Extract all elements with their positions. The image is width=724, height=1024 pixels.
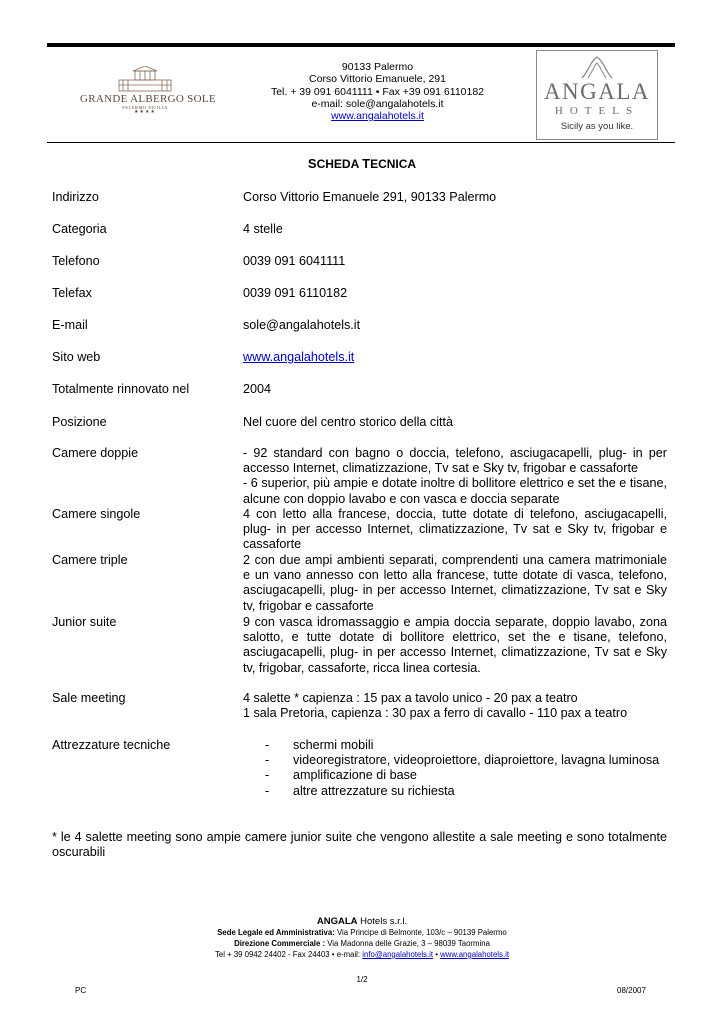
label-camere-singole: Camere singole	[52, 507, 141, 521]
address-city: 90133 Palermo	[341, 61, 414, 73]
label-junior-suite: Junior suite	[52, 615, 117, 629]
sale-meeting-pretoria: 1 sala Pretoria, capienza : 30 pax a ferro di cavallo - 110 pax a teatro	[243, 706, 628, 721]
value-email: sole@angalahotels.it	[243, 318, 361, 332]
footer-direzione: Direzione Commerciale : Via Madonna delle Grazie, 3 – 98039 Taormina	[234, 939, 490, 948]
company-footer	[150, 916, 574, 960]
camere-doppie-standard: - 92 standard con bagno o doccia, telefono, asciugacapelli, plug- in per accesso Internet, climatizzazione, Tv sat e Sky tv, frigobar e cassaforte	[243, 446, 667, 476]
value-camere-singole: 4 con letto alla francese, doccia, tutte dotate di telefono, asciugacapelli, plug- in per accesso Internet, climatizzazione, Tv sat e Sky tv, frigobar e cassaforte	[243, 507, 667, 552]
website-link[interactable]: www.angalahotels.it	[243, 350, 355, 364]
footer-date: 08/2007	[617, 986, 646, 995]
logo-stars: ★★★★	[134, 109, 156, 115]
label-camere-triple: Camere triple	[52, 553, 128, 567]
page-title: SCHEDA TECNICA	[307, 156, 417, 171]
list-item: - schermi mobili	[265, 738, 374, 752]
label-email: E-mail	[52, 318, 88, 332]
list-item: - amplificazione di base	[265, 768, 417, 783]
header-rule	[47, 142, 675, 143]
angala-mark-icon	[580, 56, 614, 80]
footer-sede: Sede Legale ed Amministrativa: Via Principe di Belmonte, 103/c – 90139 Palermo	[217, 928, 507, 937]
grande-albergo-sole-logo	[80, 66, 216, 115]
address-street: Corso Vittorio Emanuele, 291	[309, 73, 446, 86]
angala-tagline: Sicily as you like.	[560, 121, 634, 132]
label-telefono: Telefono	[52, 254, 100, 268]
list-item: - altre attrezzature su richiesta	[265, 783, 455, 798]
address-email: e-mail: sole@angalahotels.it	[311, 97, 444, 110]
label-camere-doppie: Camere doppie	[52, 446, 139, 460]
label-telefax: Telefax	[52, 286, 92, 300]
value-junior-suite: 9 con vasca idromassaggio e ampia doccia separate, doppio lavabo, zona salotto, e tutte dotate di bollitore elettrico, set the e tisane, telefono, asciugacapelli, plug- in per accesso Internet, climatizzazione, Tv sat e Sky tv, frigobar, cassaforte, ricca linea cortesia.	[243, 615, 667, 675]
footer-email-link[interactable]: info@angalahotels.it	[362, 950, 434, 959]
label-categoria: Categoria	[52, 222, 107, 236]
address-phone-fax: Tel. + 39 091 6041111 • Fax +39 091 6110182	[270, 85, 485, 98]
value-sale-meeting	[243, 691, 667, 721]
label-rinnovato: Totalmente rinnovato nel	[52, 382, 190, 396]
angala-hotels-logo	[536, 50, 658, 140]
value-posizione: Nel cuore del centro storico della città	[243, 415, 453, 429]
value-rinnovato: 2004	[243, 382, 272, 396]
value-telefono: 0039 091 6041111	[243, 254, 346, 268]
value-camere-triple: 2 con due ampi ambienti separati, comprendenti una camera matrimoniale e un vano annesso con letto alla francese, tutte dotate di vasca, telefono, asciugacapelli, plug- in per accesso Internet, climatizzazione, Tv sat e Sky tv, frigobar e cassaforte	[243, 553, 667, 613]
hotel-building-icon	[117, 66, 173, 92]
top-rule	[47, 43, 675, 47]
label-sale-meeting: Sale meeting	[52, 691, 126, 705]
page-number: 1/2	[356, 975, 368, 984]
header-website-link[interactable]: www.angalahotels.it	[331, 110, 424, 123]
label-posizione: Posizione	[52, 415, 107, 429]
value-camere-doppie	[243, 446, 667, 507]
logo-hotel-name: GRANDE ALBERGO SOLE	[80, 93, 216, 105]
footer-company: ANGALA Hotels s.r.l.	[316, 916, 408, 927]
value-indirizzo: Corso Vittorio Emanuele 291, 90133 Palermo	[243, 190, 497, 204]
footer-website-link[interactable]: www.angalahotels.it	[440, 950, 510, 959]
angala-hotels-text: HOTELS	[554, 105, 640, 117]
label-indirizzo: Indirizzo	[52, 190, 99, 204]
camere-doppie-superior: - 6 superior, più ampie e dotate inoltre di bollitore elettrico e set the e tisane, alcune con doppio lavabo e con vasca e doccia separate	[243, 476, 667, 506]
attrezzature-list	[243, 738, 667, 799]
hotel-address-block	[250, 61, 505, 122]
value-telefax: 0039 091 6110182	[243, 286, 348, 300]
footnote: * le 4 salette meeting sono ampie camere junior suite che vengono allestite a sale meeting e sono totalmente oscurabili	[52, 830, 667, 860]
footer-initials: PC	[75, 986, 87, 995]
value-categoria: 4 stelle	[243, 222, 283, 236]
label-sito-web: Sito web	[52, 350, 101, 364]
angala-wordmark: ANGALA	[543, 79, 651, 104]
list-item: - videoregistratore, videoproiettore, diaproiettore, lavagna luminosa	[265, 753, 660, 768]
footer-contacts: Tel + 39 0942 24402 - Fax 24403 • e-mail: info@angalahotels.it • www.angalahotels.it	[214, 950, 510, 959]
logo-hotel-subtitle: PALERMO SICILIA	[122, 105, 168, 110]
sale-meeting-salette: 4 salette * capienza : 15 pax a tavolo unico - 20 pax a teatro	[243, 691, 578, 705]
label-attrezzature: Attrezzature tecniche	[52, 738, 171, 752]
